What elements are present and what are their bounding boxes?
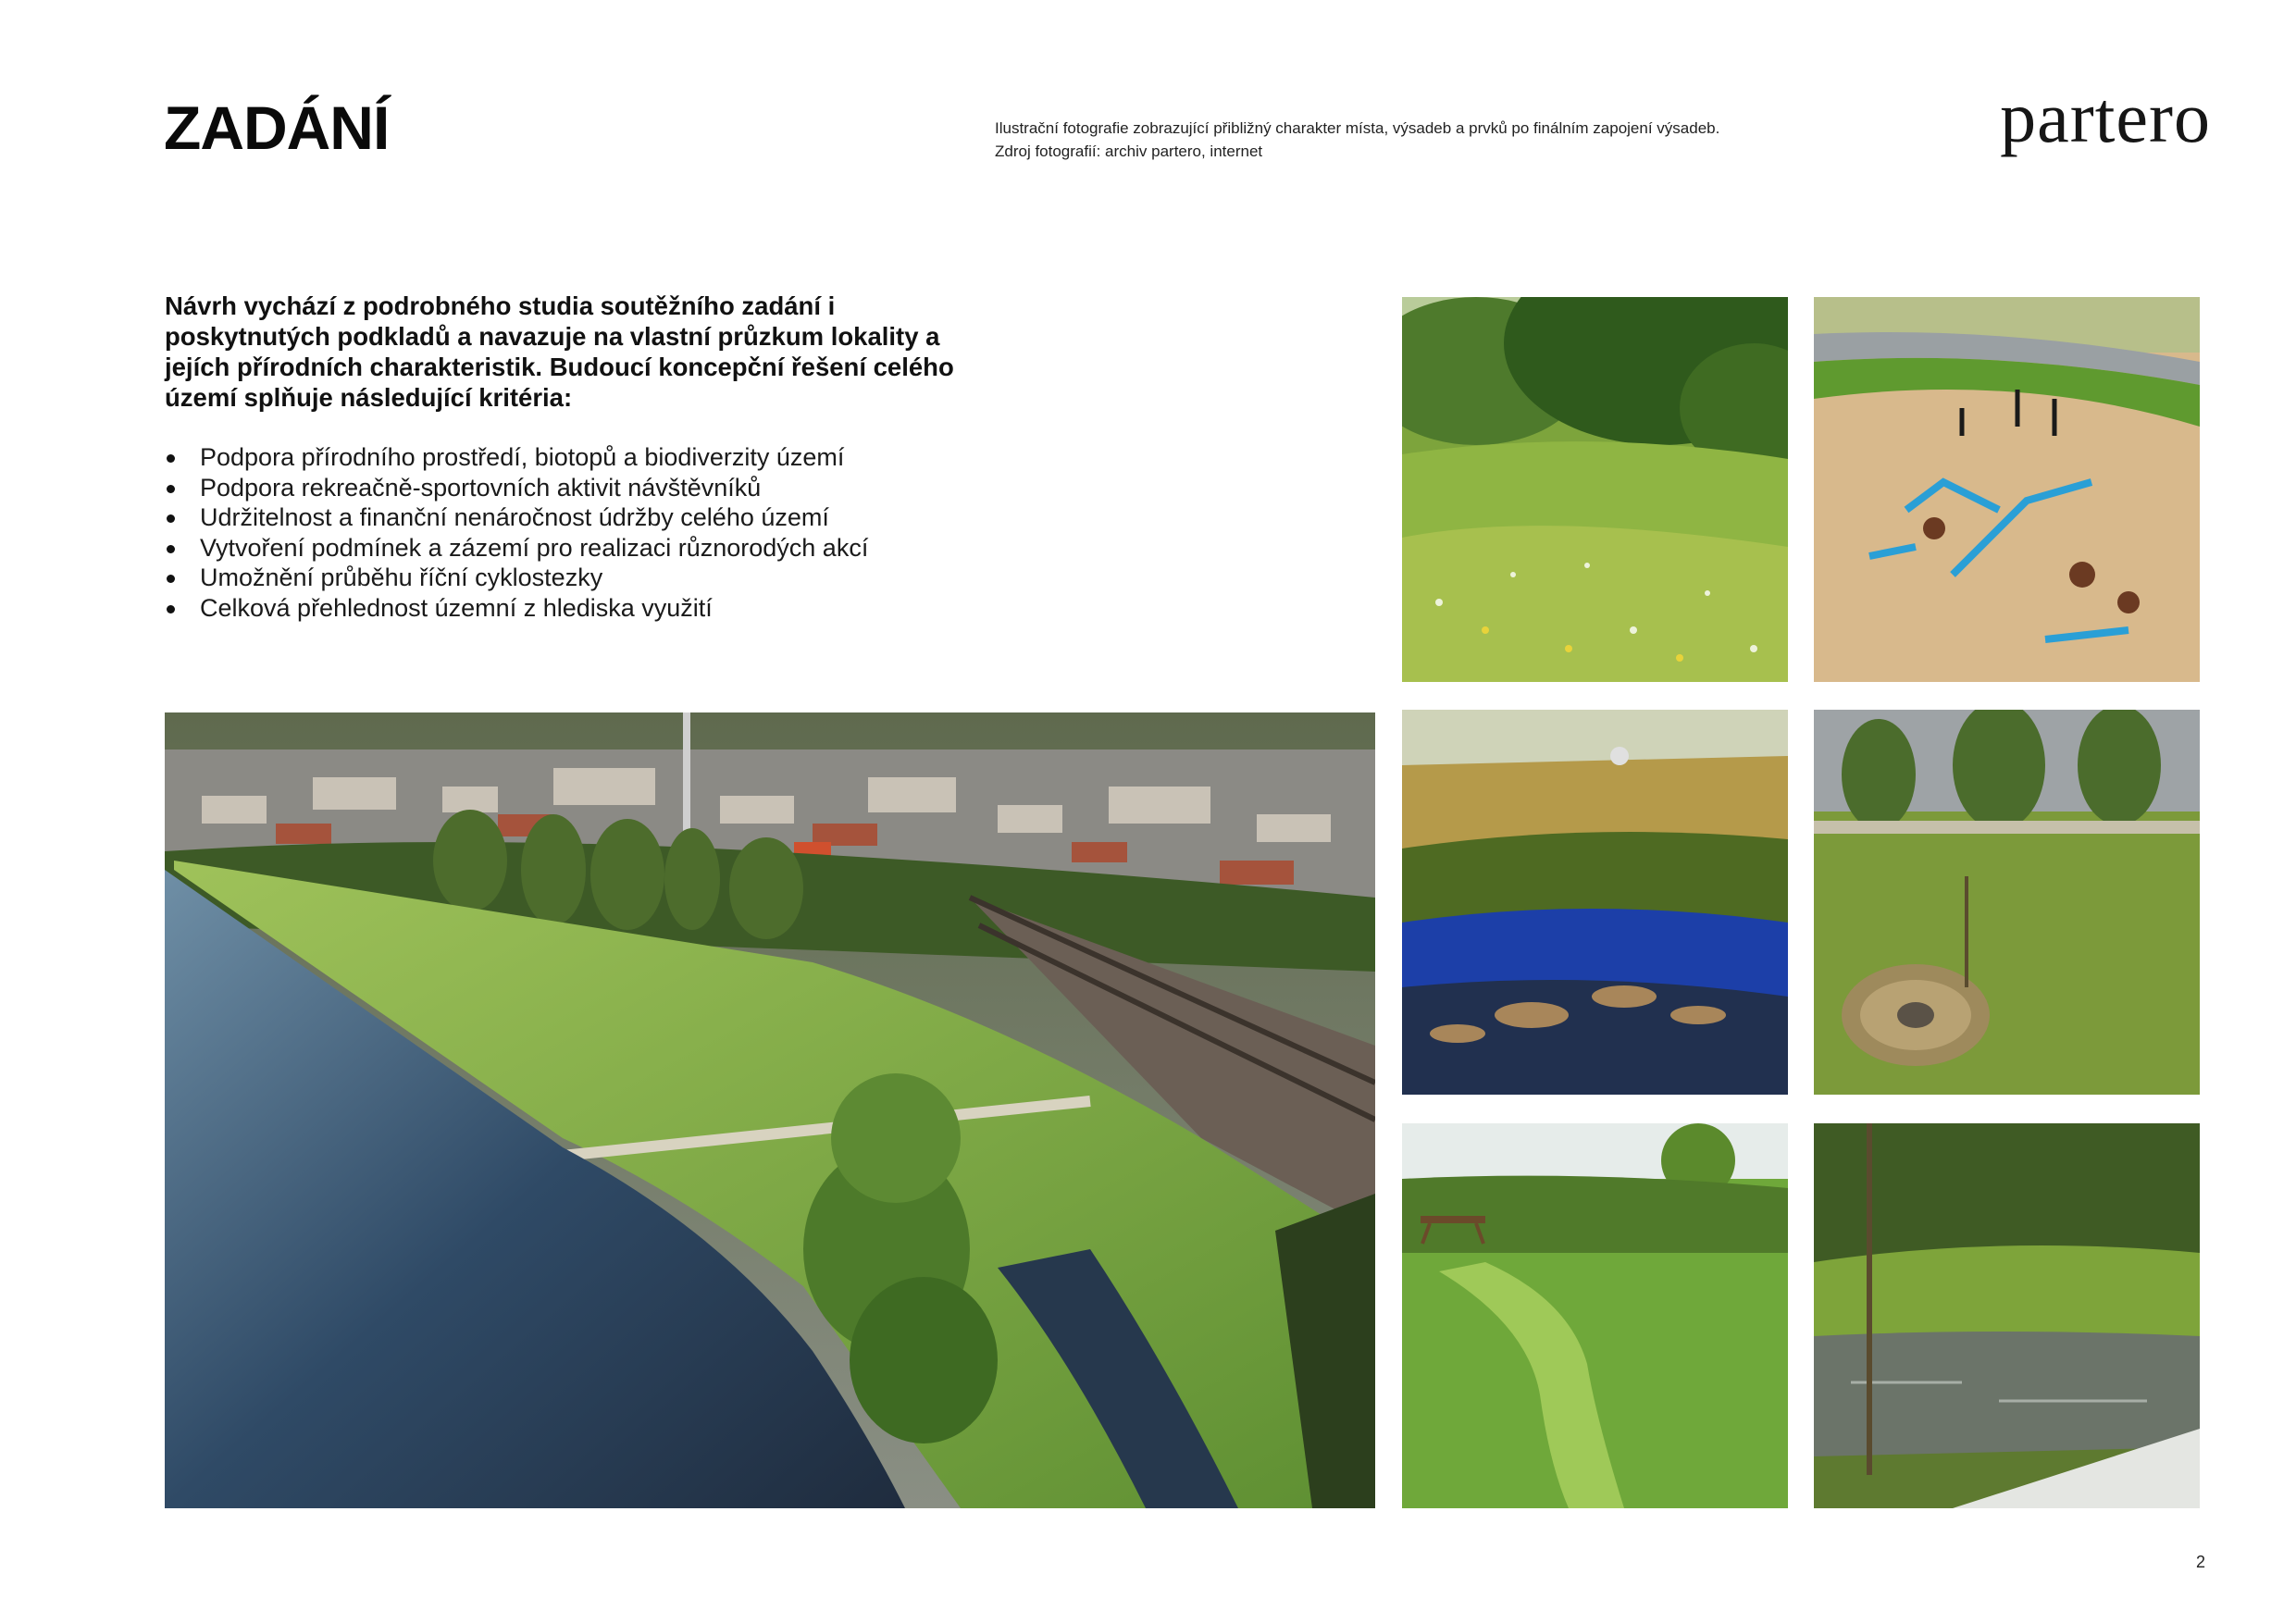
page-number: 2 [2195,1553,2205,1571]
aerial-river-town-photo [165,712,1375,1508]
page-title: ZADÁNÍ [164,93,390,162]
partero-logo: partero [2000,77,2211,157]
caption-line-source: Zdroj fotografií: archiv partero, internet [995,142,1263,160]
criteria-item: Udržitelnost a finanční nenáročnost údržby celého území [165,502,998,533]
criteria-item: Podpora rekreačně-sportovních aktivit návštěvníků [165,473,998,503]
criteria-item: Podpora přírodního prostředí, biotopů a biodiverzity území [165,442,998,473]
riverbank-steps-photo [1814,1123,2200,1508]
intro-paragraph: Návrh vychází z podrobného studia soutěžního zadání i poskytnutých podkladů a navazuje na vlastní průzkum lokality a jejích přírodních charakteristik. Budoucí koncepční řešení celého území splňuje následující kritéria: [165,291,954,412]
caption-line-illustration: Ilustrační fotografie zobrazující přibližný charakter místa, výsadeb a prvků po finálním zapojení výsadeb. [995,119,1720,137]
criteria-item: Vytvoření podmínek a zázemí pro realizaci různorodých akcí [165,533,998,564]
mown-grass-path-photo [1402,1123,1788,1508]
stream-with-cyclist-photo [1402,710,1788,1095]
criteria-item: Umožnění průběhu říční cyklostezky [165,563,998,593]
criteria-list [165,442,998,623]
photo-caption [995,117,1828,163]
criteria-item: Celková přehlednost územní z hlediska využití [165,593,998,624]
outdoor-workout-playground-photo [1814,297,2200,682]
park-circular-seating-photo [1814,710,2200,1095]
wildflower-meadow-photo [1402,297,1788,682]
